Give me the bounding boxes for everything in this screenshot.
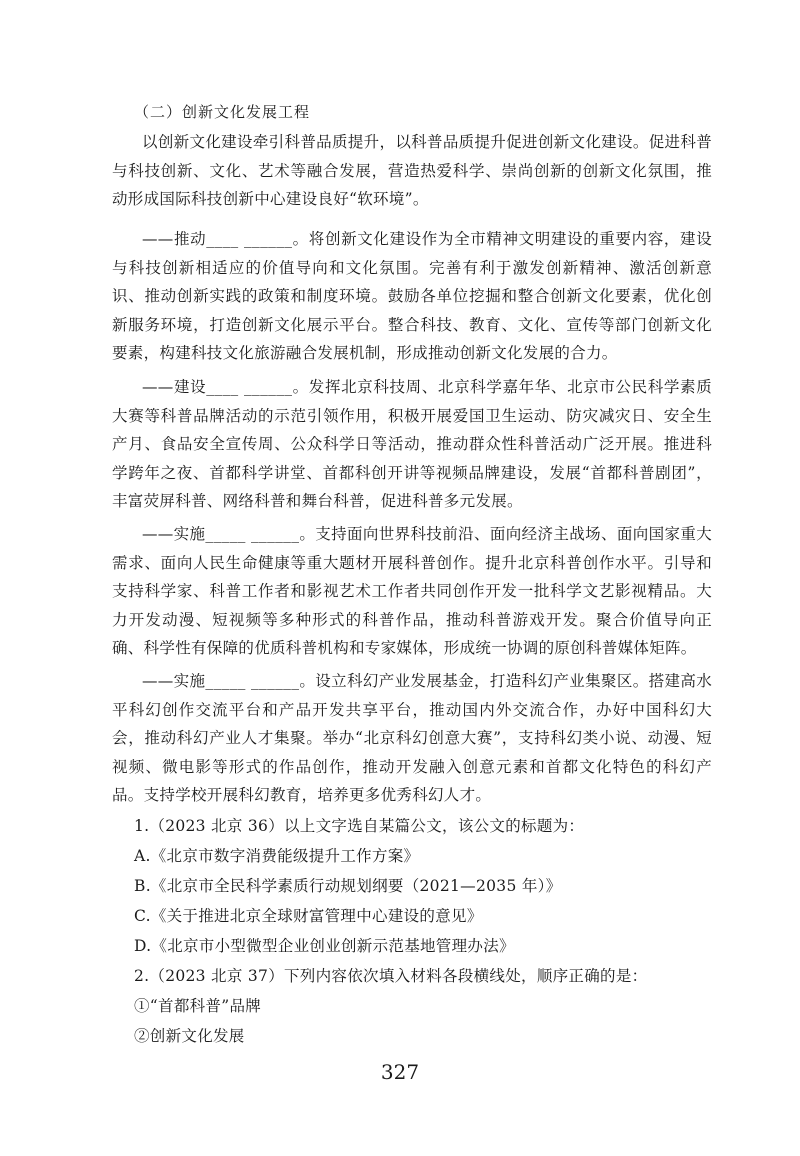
fill-in-blank: _____ ______。 <box>205 672 316 690</box>
paragraph-item-2 <box>112 373 712 516</box>
paragraph-item-4 <box>112 667 712 810</box>
intro-paragraph: 以创新文化建设牵引科普品质提升，以科普品质提升促进创新文化建设。促进科普与科技创新、文化、艺术等融合发展，营造热爱科学、崇尚创新的创新文化氛围，推动形成国际科技创新中心建设良好“软环境”。 <box>112 133 712 208</box>
question-2-choice-2: ②创新文化发展 <box>134 1027 245 1045</box>
item-lead: ——推动 <box>142 230 207 248</box>
question-1-stem: 1.（2023 北京 36）以上文字选自某篇公文，该公文的标题为： <box>134 817 585 835</box>
item-text: 设立科幻产业发展基金，打造科幻产业集聚区。搭建高水平科幻创作交流平台和产品开发共享平台，推动国内外交流合作，办好中国科幻大会，推动科幻产业人才集聚。举办“北京科幻创意大赛”，支持科幻类小说、动漫、短视频、微电影等形式的作品创作，推动开发融入创意元素和首都文化特色的科幻产品。支持学校开展科幻教育，培养更多优秀科幻人才。 <box>112 672 712 804</box>
item-lead: ——实施 <box>142 525 206 543</box>
question-1-option-a: A.《北京市数字消费能级提升工作方案》 <box>134 847 420 865</box>
question-1-option-d: D.《北京市小型微型企业创业创新示范基地管理办法》 <box>134 937 515 955</box>
item-lead: ——实施 <box>142 672 206 690</box>
fill-in-blank: ____ ______。 <box>206 378 309 396</box>
section-heading: （二）创新文化发展工程 <box>134 103 311 121</box>
fill-in-blank: ____ ______。 <box>206 230 309 248</box>
page-number: 327 <box>380 1060 420 1084</box>
question-2-stem: 2.（2023 北京 37）下列内容依次填入材料各段横线处，顺序正确的是： <box>134 967 648 985</box>
question-2-choice-1: ①“首都科普”品牌 <box>134 997 262 1015</box>
question-1-option-b: B.《北京市全民科学素质行动规划纲要（2021—2035 年）》 <box>134 877 562 895</box>
question-1-option-c: C.《关于推进北京全球财富管理中心建设的意见》 <box>134 907 483 925</box>
item-text: 将创新文化建设作为全市精神文明建设的重要内容，建设与科技创新相适应的价值导向和文化氛围。完善有利于激发创新精神、激活创新意识、推动创新实践的政策和制度环境。鼓励各单位挖掘和整合创新文化要素，优化创新服务环境，打造创新文化展示平台。整合科技、教育、文化、宣传等部门创新文化要素，构建科技文化旅游融合发展机制，形成推动创新文化发展的合力。 <box>112 230 712 362</box>
item-text: 支持面向世界科技前沿、面向经济主战场、面向国家重大需求、面向人民生命健康等重大题材开展科普创作。提升北京科普创作水平。引导和支持科学家、科普工作者和影视艺术工作者共同创作开发一批科学文艺影视精品。大力开发动漫、短视频等多种形式的科普作品，推动科普游戏开发。聚合价值导向正确、科学性有保障的优质科普机构和专家媒体，形成统一协调的原创科普媒体矩阵。 <box>112 525 712 657</box>
paragraph-item-1 <box>112 225 712 368</box>
item-text: 发挥北京科技周、北京科学嘉年华、北京市公民科学素质大赛等科普品牌活动的示范引领作用，积极开展爱国卫生运动、防灾减灾日、安全生产月、食品安全宣传周、公众科学日等活动，推动群众性科普活动广泛开展。推进科学跨年之夜、首都科学讲堂、首都科创开讲等视频品牌建设，发展“首都科普剧团”，丰富荧屏科普、网络科普和舞台科普，促进科普多元发展。 <box>112 378 712 510</box>
paragraph-item-3 <box>112 520 712 663</box>
item-lead: ——建设 <box>142 378 207 396</box>
fill-in-blank: _____ ______。 <box>205 525 316 543</box>
